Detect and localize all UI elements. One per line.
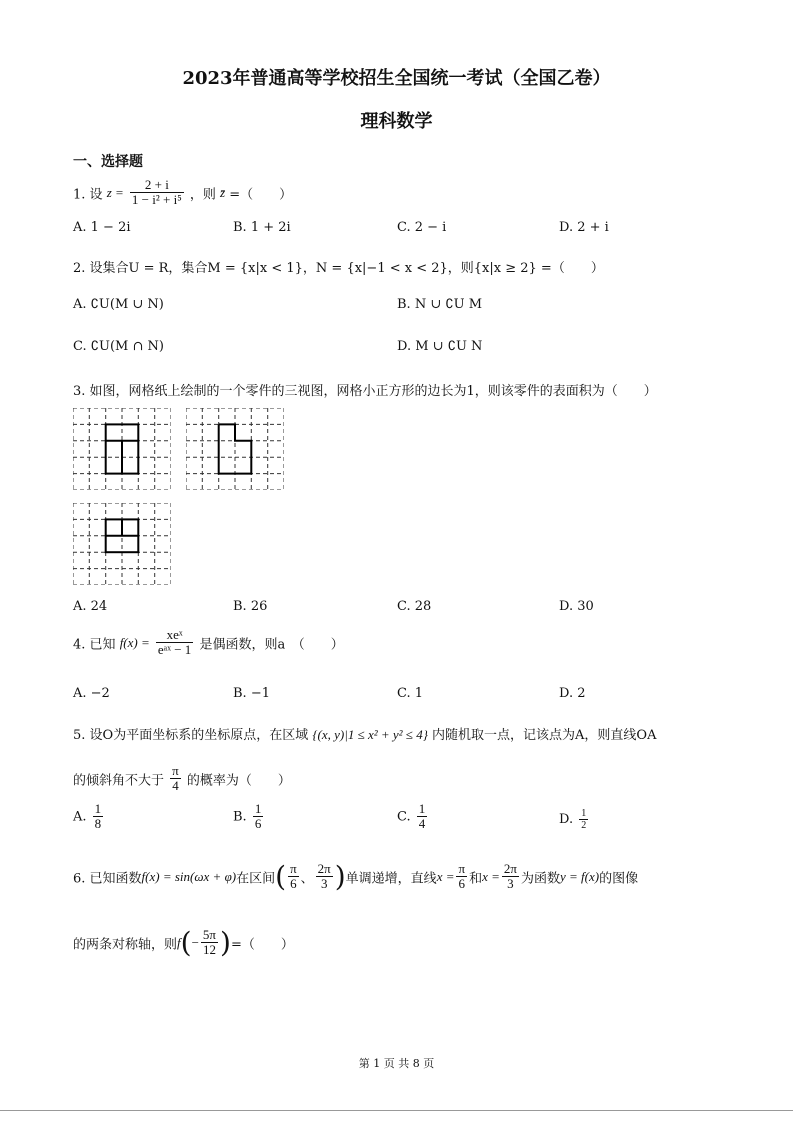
q3-option-b: B. 26 bbox=[233, 599, 268, 614]
q1-number: 1. 设 bbox=[73, 187, 103, 203]
q4-f: f(x) = bbox=[119, 634, 150, 650]
q5-line1-post: 内随机取一点，记该点为A，则直线OA bbox=[432, 728, 657, 743]
q6-line2-post: =（ ） bbox=[230, 937, 294, 953]
q6-x2: x = bbox=[482, 868, 500, 884]
q6-arg-frac bbox=[201, 928, 218, 958]
q2-option-b: B. N ∪ ∁U M bbox=[397, 297, 483, 312]
q6-x1-num: π bbox=[458, 861, 466, 876]
question-5-line1 bbox=[73, 724, 656, 743]
q5-b-num: 1 bbox=[254, 801, 262, 816]
question-4 bbox=[73, 628, 344, 658]
q1-frac-den: 1 − i² + i⁵ bbox=[131, 192, 182, 208]
side-view-grid bbox=[186, 408, 284, 490]
q5-d-num: 1 bbox=[581, 808, 587, 819]
q1-option-d: D. 2 + i bbox=[559, 220, 609, 235]
q5-option-d-frac bbox=[579, 808, 588, 831]
question-3: 3. 如图，网格纸上绘制的一个零件的三视图，网格小正方形的边长为1，则该零件的表面积为（ ） bbox=[73, 384, 657, 399]
page-footer: 第 1 页 共 8 页 bbox=[358, 1057, 435, 1070]
q5-option-b-frac bbox=[253, 802, 264, 832]
q6-int-a bbox=[288, 862, 299, 892]
q4-option-c: C. 1 bbox=[397, 686, 424, 701]
q4-frac-num: xeˣ bbox=[156, 628, 193, 643]
q6-pre: 6. 已知函数 bbox=[73, 871, 142, 887]
q2-option-d: D. M ∪ ∁U N bbox=[397, 339, 483, 354]
q6-arg-right-paren: ) bbox=[220, 925, 231, 959]
q6-tail: 的图像 bbox=[599, 871, 639, 887]
q6-and: 和 bbox=[469, 871, 483, 887]
q1-option-b: B. 1 + 2i bbox=[233, 220, 291, 235]
q2-option-a: A. ∁U(M ∪ N) bbox=[73, 297, 164, 312]
q5-option-c bbox=[397, 802, 429, 832]
front-view-grid bbox=[73, 408, 171, 490]
q6-mid3: 为函数 bbox=[520, 871, 560, 887]
q6-x1-frac bbox=[456, 862, 467, 892]
q5-line2-post: 的概率为（ ） bbox=[186, 773, 291, 789]
page-bottom-rule bbox=[0, 1110, 793, 1111]
q5-option-d-label: D. bbox=[559, 812, 574, 827]
question-5-line2 bbox=[73, 764, 291, 794]
q6-minus: − bbox=[191, 934, 199, 950]
q6-arg-num: 5π bbox=[202, 927, 216, 942]
q4-fraction bbox=[156, 628, 193, 658]
q6-int-b-den: 3 bbox=[320, 876, 328, 892]
q1-tail1: ，则 bbox=[189, 187, 216, 203]
q6-right-paren: ) bbox=[334, 859, 346, 893]
q1-frac-num: 2 + i bbox=[130, 178, 184, 193]
q6-arg-den: 12 bbox=[202, 942, 216, 958]
q1-z: z = bbox=[106, 184, 124, 200]
q5-region: {(x, y)|1 ≤ x² + y² ≤ 4} bbox=[312, 727, 428, 742]
paper-subtitle: 理科数学 bbox=[360, 111, 433, 132]
section-heading-choice: 一、选择题 bbox=[73, 154, 143, 170]
q5-frac-den: 4 bbox=[172, 778, 179, 794]
q6-sep: 、 bbox=[300, 871, 314, 887]
paper-title: 2023年普通高等学校招生全国统一考试（全国乙卷） bbox=[182, 68, 611, 89]
question-2: 2. 设集合U = R，集合M = {x|x < 1}，N = {x|−1 < x < 2}，则{x|x ≥ 2} =（ ） bbox=[73, 261, 604, 276]
q6-x2-num: 2π bbox=[503, 861, 517, 876]
q5-option-a-frac bbox=[93, 802, 104, 832]
q6-int-b bbox=[316, 862, 333, 892]
q5-option-b-label: B. bbox=[233, 809, 247, 825]
q1-fraction bbox=[130, 178, 184, 208]
q3-option-a: A. 24 bbox=[73, 599, 108, 614]
q5-option-b bbox=[233, 802, 265, 832]
q6-x1-den: 6 bbox=[458, 876, 466, 892]
q5-a-den: 8 bbox=[94, 816, 102, 832]
q3-option-d: D. 30 bbox=[559, 599, 594, 614]
question-6-line1 bbox=[73, 859, 639, 893]
q5-frac-num: π bbox=[172, 763, 179, 778]
q6-x1: x = bbox=[436, 868, 455, 884]
q6-f2: f bbox=[177, 934, 181, 950]
q6-fx: f(x) = sin(ωx + φ) bbox=[141, 868, 237, 884]
q5-option-c-frac bbox=[417, 802, 428, 832]
question-1 bbox=[73, 178, 292, 208]
q4-option-a: A. −2 bbox=[73, 686, 110, 701]
q1-tail2: =（ ） bbox=[229, 187, 293, 203]
q4-tail: 是偶函数，则a （ ） bbox=[199, 637, 344, 653]
top-view-grid bbox=[73, 503, 171, 585]
q5-a-num: 1 bbox=[94, 801, 102, 816]
q6-int-b-num: 2π bbox=[317, 861, 331, 876]
q6-mid2: 单调递增，直线 bbox=[345, 871, 437, 887]
q6-x2-den: 3 bbox=[507, 876, 514, 892]
q4-option-b: B. −1 bbox=[233, 686, 270, 701]
question-6-line2 bbox=[73, 925, 294, 959]
q4-frac-den: eᵃˣ − 1 bbox=[157, 642, 192, 658]
q6-int-a-den: 6 bbox=[290, 876, 297, 892]
q6-arg-left-paren: ( bbox=[180, 925, 192, 959]
q2-option-c: C. ∁U(M ∩ N) bbox=[73, 339, 164, 354]
q6-yfx: y = f(x) bbox=[559, 868, 600, 884]
q5-fraction bbox=[170, 764, 181, 794]
q1-option-c: C. 2 − i bbox=[397, 220, 447, 235]
q4-pre: 4. 已知 bbox=[73, 637, 116, 653]
q5-d-den: 2 bbox=[581, 820, 587, 831]
q6-x2-frac bbox=[502, 862, 519, 892]
q5-option-c-label: C. bbox=[397, 809, 411, 825]
q6-line2-pre: 的两条对称轴，则 bbox=[73, 937, 178, 953]
q1-option-a: A. 1 − 2i bbox=[73, 220, 131, 235]
q5-option-a-label: A. bbox=[73, 809, 87, 825]
q5-c-num: 1 bbox=[418, 801, 426, 816]
q4-option-d: D. 2 bbox=[559, 686, 586, 701]
q5-b-den: 6 bbox=[254, 816, 262, 832]
q3-option-c: C. 28 bbox=[397, 599, 432, 614]
q5-c-den: 4 bbox=[418, 816, 426, 832]
q1-zbar: z̄ bbox=[220, 184, 226, 200]
q5-option-a bbox=[73, 802, 105, 832]
q5-line2-pre: 的倾斜角不大于 bbox=[73, 773, 165, 789]
q6-int-a-num: π bbox=[290, 861, 297, 876]
q5-line1-pre: 5. 设O为平面坐标系的坐标原点，在区域 bbox=[73, 728, 309, 743]
q6-left-paren: ( bbox=[275, 859, 287, 893]
q5-option-d bbox=[559, 808, 590, 831]
q6-mid1: 在区间 bbox=[236, 871, 276, 887]
